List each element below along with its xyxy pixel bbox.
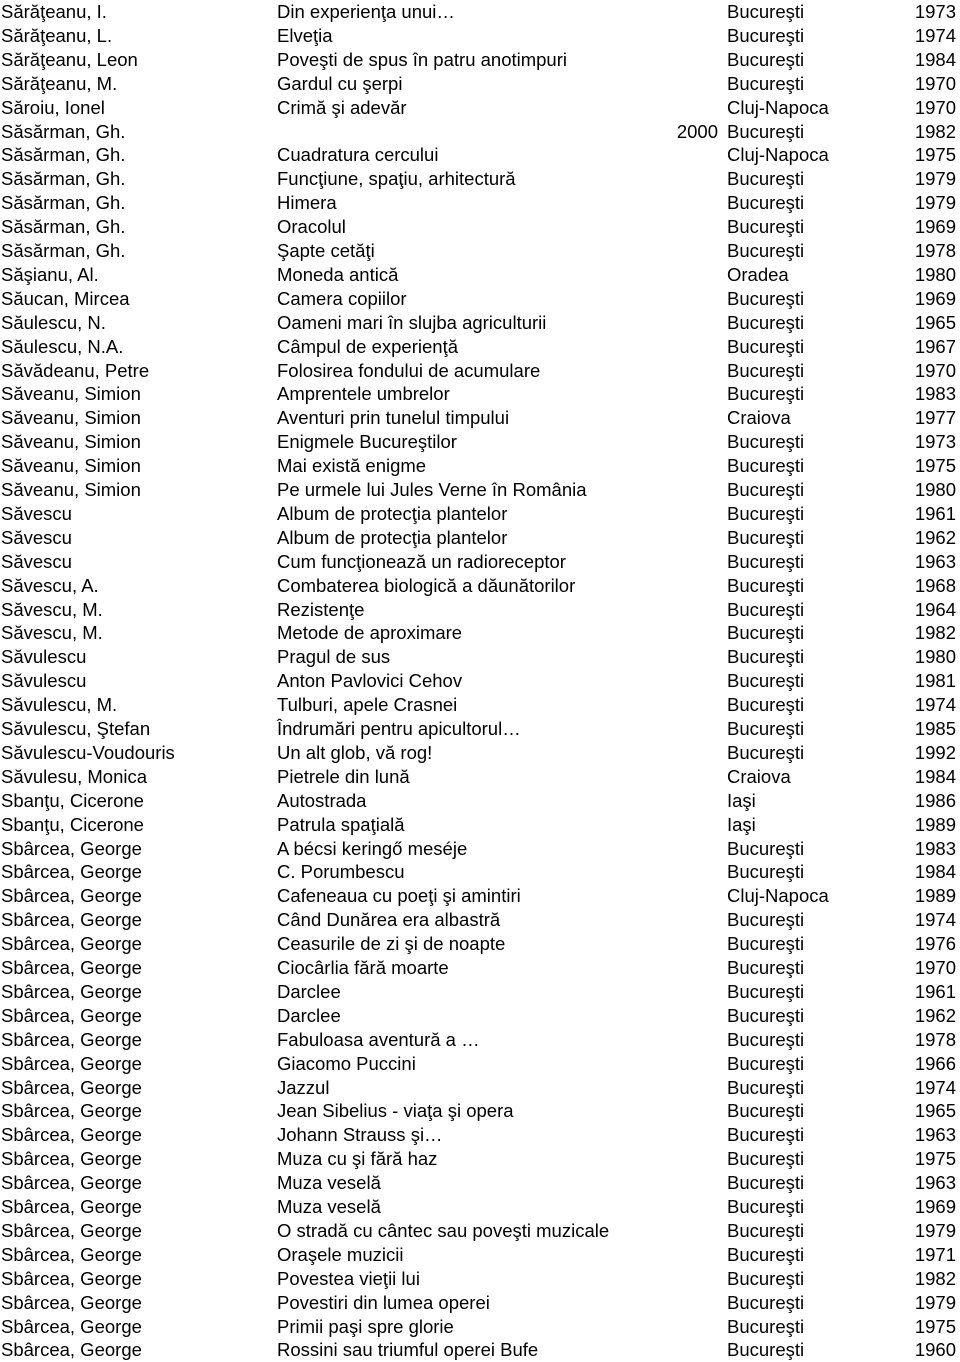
year-cell: 1963 — [914, 550, 956, 572]
table-row — [0, 837, 960, 861]
city-cell: Bucureşti — [727, 861, 805, 883]
year-cell: 1962 — [914, 526, 956, 548]
title-cell: Un alt glob, vă rog! — [277, 741, 433, 763]
city-cell: Bucureşti — [727, 957, 805, 978]
city-cell: Bucureşti — [727, 1339, 805, 1361]
title-cell: Darclee — [277, 1004, 341, 1026]
author-cell: Săvulescu, M. — [1, 694, 118, 716]
title-cell: Povestea vieţii lui — [277, 1267, 420, 1289]
city-cell: Bucureşti — [727, 1100, 805, 1122]
author-cell: Sărăţeanu, M. — [1, 72, 118, 94]
table-row — [0, 191, 960, 215]
year-cell: 1989 — [914, 885, 956, 907]
author-cell: Săşianu, Al. — [1, 263, 99, 285]
title-cell: A bécsi keringő meséje — [277, 837, 468, 859]
title-cell: Gardul cu şerpi — [277, 72, 403, 94]
title-cell: Tulburi, apele Crasnei — [277, 694, 458, 716]
title-cell: Pe urmele lui Jules Verne în România — [277, 479, 587, 500]
table-row — [0, 72, 960, 96]
title-cell: Jean Sibelius - viaţa şi opera — [277, 1100, 514, 1122]
author-cell: Sbârcea, George — [1, 1339, 142, 1361]
author-cell: Săvulescu-Voudouris — [1, 741, 175, 763]
title-cell: Patrula spaţială — [277, 813, 405, 835]
year-cell: 1983 — [914, 837, 956, 859]
title-cell: Rezistenţe — [277, 598, 365, 620]
city-cell: Bucureşti — [727, 1196, 805, 1217]
table-row — [0, 693, 960, 717]
year-cell: 1967 — [914, 335, 956, 357]
city-cell: Bucureşti — [727, 311, 805, 333]
year-cell: 1982 — [914, 1267, 956, 1289]
author-cell: Sbârcea, George — [1, 1219, 142, 1241]
city-cell: Bucureşti — [727, 1267, 805, 1289]
title-cell: Fabuloasa aventură a … — [277, 1028, 480, 1050]
city-cell: Bucureşti — [727, 192, 805, 214]
year-cell: 1962 — [914, 1004, 956, 1026]
city-cell: Bucureşti — [727, 670, 805, 692]
author-cell: Sbanţu, Cicerone — [1, 813, 144, 835]
year-cell: 1963 — [914, 1124, 956, 1146]
year-cell: 1975 — [914, 455, 956, 477]
author-cell: Săveanu, Simion — [1, 383, 141, 405]
author-cell: Săvescu, M. — [1, 598, 103, 620]
year-cell: 1965 — [914, 1100, 956, 1122]
city-cell: Bucureşti — [727, 335, 805, 357]
title-cell: Jazzul — [277, 1076, 330, 1098]
title-cell: Pietrele din lună — [277, 765, 410, 787]
author-cell: Sbârcea, George — [1, 1172, 142, 1194]
city-cell: Bucureşti — [727, 1, 805, 22]
year-cell: 1984 — [914, 48, 956, 70]
author-cell: Sbârcea, George — [1, 1028, 142, 1050]
table-row — [0, 1123, 960, 1147]
table-row — [0, 1099, 960, 1123]
table-row — [0, 1028, 960, 1052]
table-row — [0, 406, 960, 430]
title-cell: Poveşti de spus în patru anotimpuri — [277, 48, 567, 70]
year-cell: 1979 — [914, 192, 956, 214]
city-cell: Bucureşti — [727, 694, 805, 716]
table-row — [0, 980, 960, 1004]
city-cell: Bucureşti — [727, 622, 805, 644]
table-row — [0, 263, 960, 287]
author-cell: Săsărman, Gh. — [1, 216, 126, 238]
table-row — [0, 860, 960, 884]
author-cell: Sbârcea, George — [1, 861, 142, 883]
title-cell: 2000 — [676, 120, 718, 142]
title-cell: Cafeneaua cu poeţi şi amintiri — [277, 885, 521, 907]
table-row — [0, 526, 960, 550]
author-cell: Sbârcea, George — [1, 1196, 142, 1217]
title-cell: Johann Strauss şi… — [277, 1124, 443, 1146]
city-cell: Craiova — [727, 407, 791, 429]
table-row — [0, 478, 960, 502]
table-row — [0, 789, 960, 813]
title-cell: Şapte cetăţi — [277, 240, 375, 261]
year-cell: 1992 — [914, 741, 956, 763]
year-cell: 1985 — [914, 718, 956, 739]
author-cell: Sbârcea, George — [1, 1052, 142, 1074]
title-cell: Moneda antică — [277, 263, 399, 285]
year-cell: 1975 — [914, 144, 956, 166]
title-cell: Darclee — [277, 980, 341, 1002]
title-cell: Funcţiune, spaţiu, arhitectură — [277, 168, 516, 190]
year-cell: 1986 — [914, 789, 956, 811]
author-cell: Sbanţu, Cicerone — [1, 789, 144, 811]
city-cell: Bucureşti — [727, 120, 805, 142]
title-cell: Cum funcţionează un radioreceptor — [277, 550, 566, 572]
year-cell: 1980 — [914, 263, 956, 285]
city-cell: Bucureşti — [727, 216, 805, 238]
year-cell: 1969 — [914, 287, 956, 309]
author-cell: Săsărman, Gh. — [1, 240, 126, 261]
city-cell: Bucureşti — [727, 359, 805, 381]
author-cell: Sbârcea, George — [1, 1315, 142, 1337]
title-cell: O stradă cu cântec sau poveşti muzicale — [277, 1219, 610, 1241]
year-cell: 1984 — [914, 861, 956, 883]
year-cell: 1961 — [914, 980, 956, 1002]
year-cell: 1983 — [914, 383, 956, 405]
city-cell: Iaşi — [727, 813, 756, 835]
title-cell: Autostrada — [277, 789, 367, 811]
year-cell: 1978 — [914, 240, 956, 261]
table-row — [0, 598, 960, 622]
title-cell: Muza veselă — [277, 1196, 381, 1217]
title-cell: Himera — [277, 192, 337, 214]
title-cell: Primii paşi spre glorie — [277, 1315, 454, 1337]
title-cell: Combaterea biologică a dăunătorilor — [277, 574, 576, 596]
table-row — [0, 1291, 960, 1315]
year-cell: 1970 — [914, 96, 956, 118]
author-cell: Sărăţeanu, I. — [1, 1, 107, 22]
year-cell: 1971 — [914, 1243, 956, 1265]
city-cell: Bucureşti — [727, 837, 805, 859]
table-row — [0, 311, 960, 335]
table-row — [0, 335, 960, 359]
city-cell: Bucureşti — [727, 909, 805, 931]
author-cell: Săsărman, Gh. — [1, 192, 126, 214]
city-cell: Bucureşti — [727, 168, 805, 190]
year-cell: 1979 — [914, 1219, 956, 1241]
city-cell: Bucureşti — [727, 287, 805, 309]
title-cell: Crimă şi adevăr — [277, 96, 407, 118]
title-cell: Oameni mari în slujba agriculturii — [277, 311, 547, 333]
city-cell: Bucureşti — [727, 48, 805, 70]
author-cell: Săsărman, Gh. — [1, 120, 126, 142]
year-cell: 1964 — [914, 598, 956, 620]
table-row — [0, 908, 960, 932]
year-cell: 1968 — [914, 574, 956, 596]
city-cell: Bucureşti — [727, 1052, 805, 1074]
table-row — [0, 621, 960, 645]
author-cell: Săvescu — [1, 550, 72, 572]
city-cell: Bucureşti — [727, 646, 805, 668]
table-row — [0, 813, 960, 837]
table-row — [0, 1267, 960, 1291]
title-cell: Îndrumări pentru apicultorul… — [277, 718, 521, 739]
author-cell: Săvădeanu, Petre — [1, 359, 150, 381]
year-cell: 1984 — [914, 765, 956, 787]
author-cell: Sbârcea, George — [1, 1004, 142, 1026]
title-cell: Ceasurile de zi şi de noapte — [277, 933, 506, 955]
city-cell: Cluj-Napoca — [727, 96, 829, 118]
table-row — [0, 143, 960, 167]
author-cell: Săroiu, Ionel — [1, 96, 105, 118]
author-cell: Săvescu, A. — [1, 574, 99, 596]
title-cell: Mai există enigme — [277, 455, 427, 477]
year-cell: 1974 — [914, 694, 956, 716]
city-cell: Bucureşti — [727, 455, 805, 477]
city-cell: Bucureşti — [727, 1148, 805, 1170]
table-row — [0, 1243, 960, 1267]
author-cell: Sbârcea, George — [1, 933, 142, 955]
title-cell: Metode de aproximare — [277, 622, 463, 644]
table-row — [0, 215, 960, 239]
author-cell: Săulescu, N. — [1, 311, 106, 333]
title-cell: Muza cu şi fără haz — [277, 1148, 438, 1170]
title-cell: Când Dunărea era albastră — [277, 909, 501, 931]
city-cell: Bucureşti — [727, 980, 805, 1002]
title-cell: Aventuri prin tunelul timpului — [277, 407, 510, 429]
author-cell: Sbârcea, George — [1, 837, 142, 859]
table-row — [0, 1052, 960, 1076]
city-cell: Craiova — [727, 765, 791, 787]
author-cell: Sbârcea, George — [1, 1267, 142, 1289]
year-cell: 1980 — [914, 479, 956, 500]
table-row — [0, 120, 960, 144]
year-cell: 1969 — [914, 1196, 956, 1217]
table-row — [0, 1219, 960, 1243]
author-cell: Săucan, Mircea — [1, 287, 130, 309]
year-cell: 1975 — [914, 1148, 956, 1170]
table-row — [0, 1315, 960, 1339]
year-cell: 1978 — [914, 1028, 956, 1050]
city-cell: Bucureşti — [727, 741, 805, 763]
year-cell: 1977 — [914, 407, 956, 429]
city-cell: Bucureşti — [727, 431, 805, 453]
city-cell: Bucureşti — [727, 933, 805, 955]
city-cell: Bucureşti — [727, 240, 805, 261]
table-row — [0, 765, 960, 789]
title-cell: Album de protecţia plantelor — [277, 502, 508, 524]
city-cell: Bucureşti — [727, 1028, 805, 1050]
author-cell: Săveanu, Simion — [1, 479, 141, 500]
author-cell: Săvescu, M. — [1, 622, 103, 644]
title-cell: Elveţia — [277, 24, 333, 46]
table-row — [0, 1004, 960, 1028]
table-row — [0, 1171, 960, 1195]
table-row — [0, 741, 960, 765]
city-cell: Bucureşti — [727, 526, 805, 548]
title-cell: Enigmele Bucureştilor — [277, 431, 457, 453]
table-row — [0, 932, 960, 956]
city-cell: Bucureşti — [727, 1004, 805, 1026]
year-cell: 1981 — [914, 670, 956, 692]
table-row — [0, 48, 960, 72]
city-cell: Bucureşti — [727, 1076, 805, 1098]
title-cell: Oraşele muzicii — [277, 1243, 404, 1265]
author-cell: Săsărman, Gh. — [1, 144, 126, 166]
table-row — [0, 167, 960, 191]
author-cell: Săveanu, Simion — [1, 407, 141, 429]
title-cell: Cuadratura cercului — [277, 144, 439, 166]
city-cell: Iaşi — [727, 789, 756, 811]
title-cell: Album de protecţia plantelor — [277, 526, 508, 548]
city-cell: Bucureşti — [727, 1172, 805, 1194]
title-cell: Muza veselă — [277, 1172, 381, 1194]
author-cell: Sbârcea, George — [1, 1100, 142, 1122]
table-row — [0, 884, 960, 908]
author-cell: Sbârcea, George — [1, 1076, 142, 1098]
city-cell: Bucureşti — [727, 598, 805, 620]
city-cell: Cluj-Napoca — [727, 144, 829, 166]
year-cell: 1982 — [914, 622, 956, 644]
table-row — [0, 239, 960, 263]
table-row — [0, 359, 960, 383]
year-cell: 1970 — [914, 72, 956, 94]
year-cell: 1961 — [914, 502, 956, 524]
table-row — [0, 96, 960, 120]
title-cell: Ciocârlia fără moarte — [277, 957, 449, 978]
city-cell: Bucureşti — [727, 1291, 805, 1313]
city-cell: Bucureşti — [727, 479, 805, 500]
table-row — [0, 1147, 960, 1171]
author-cell: Săvescu — [1, 502, 72, 524]
year-cell: 1970 — [914, 957, 956, 978]
table-row — [0, 0, 960, 24]
table-row — [0, 956, 960, 980]
table-row — [0, 645, 960, 669]
title-cell: Giacomo Puccini — [277, 1052, 416, 1074]
title-cell: Anton Pavlovici Cehov — [277, 670, 463, 692]
city-cell: Bucureşti — [727, 1243, 805, 1265]
year-cell: 1960 — [914, 1339, 956, 1361]
city-cell: Bucureşti — [727, 502, 805, 524]
year-cell: 1979 — [914, 1291, 956, 1313]
year-cell: 1966 — [914, 1052, 956, 1074]
title-cell: Oracolul — [277, 216, 346, 238]
year-cell: 1973 — [914, 431, 956, 453]
title-cell: Povestiri din lumea operei — [277, 1291, 490, 1313]
table-row — [0, 1338, 960, 1362]
year-cell: 1970 — [914, 359, 956, 381]
year-cell: 1979 — [914, 168, 956, 190]
author-cell: Sărăţeanu, Leon — [1, 48, 138, 70]
title-cell: Câmpul de experienţă — [277, 335, 458, 357]
year-cell: 1976 — [914, 933, 956, 955]
table-row — [0, 454, 960, 478]
author-cell: Săvulescu — [1, 646, 87, 668]
table-row — [0, 669, 960, 693]
city-cell: Bucureşti — [727, 383, 805, 405]
author-cell: Sbârcea, George — [1, 980, 142, 1002]
author-cell: Săvulescu, Ştefan — [1, 718, 151, 739]
city-cell: Bucureşti — [727, 1315, 805, 1337]
author-cell: Sărăţeanu, L. — [1, 24, 113, 46]
title-cell: Din experienţa unui… — [277, 1, 455, 22]
city-cell: Bucureşti — [727, 718, 805, 739]
author-cell: Săvulesu, Monica — [1, 765, 148, 787]
table-row — [0, 502, 960, 526]
author-cell: Săveanu, Simion — [1, 431, 141, 453]
year-cell: 1973 — [914, 1, 956, 22]
author-cell: Sbârcea, George — [1, 1148, 142, 1170]
city-cell: Bucureşti — [727, 574, 805, 596]
year-cell: 1980 — [914, 646, 956, 668]
title-cell: Folosirea fondului de acumulare — [277, 359, 541, 381]
table-row — [0, 574, 960, 598]
year-cell: 1965 — [914, 311, 956, 333]
author-cell: Săveanu, Simion — [1, 455, 141, 477]
table-row — [0, 24, 960, 48]
city-cell: Oradea — [727, 263, 789, 285]
author-cell: Săulescu, N.A. — [1, 335, 124, 357]
author-cell: Sbârcea, George — [1, 1291, 142, 1313]
year-cell: 1963 — [914, 1172, 956, 1194]
year-cell: 1969 — [914, 216, 956, 238]
table-row — [0, 430, 960, 454]
table-row — [0, 1076, 960, 1100]
year-cell: 1974 — [914, 24, 956, 46]
table-row — [0, 382, 960, 406]
title-cell: Camera copiilor — [277, 287, 407, 309]
author-cell: Sbârcea, George — [1, 885, 142, 907]
title-cell: Pragul de sus — [277, 646, 391, 668]
author-cell: Sbârcea, George — [1, 1124, 142, 1146]
city-cell: Bucureşti — [727, 24, 805, 46]
year-cell: 1982 — [914, 120, 956, 142]
year-cell: 1989 — [914, 813, 956, 835]
year-cell: 1974 — [914, 1076, 956, 1098]
table-row — [0, 1195, 960, 1219]
city-cell: Bucureşti — [727, 1124, 805, 1146]
author-cell: Săvescu — [1, 526, 72, 548]
year-cell: 1974 — [914, 909, 956, 931]
title-cell: Rossini sau triumful operei Bufe — [277, 1339, 539, 1361]
city-cell: Bucureşti — [727, 72, 805, 94]
city-cell: Bucureşti — [727, 1219, 805, 1241]
author-cell: Sbârcea, George — [1, 957, 142, 978]
table-row — [0, 550, 960, 574]
table-row — [0, 717, 960, 741]
year-cell: 1975 — [914, 1315, 956, 1337]
author-cell: Săsărman, Gh. — [1, 168, 126, 190]
author-cell: Săvulescu — [1, 670, 87, 692]
table-row — [0, 287, 960, 311]
city-cell: Cluj-Napoca — [727, 885, 829, 907]
author-cell: Sbârcea, George — [1, 1243, 142, 1265]
author-cell: Sbârcea, George — [1, 909, 142, 931]
title-cell: C. Porumbescu — [277, 861, 405, 883]
city-cell: Bucureşti — [727, 550, 805, 572]
title-cell: Amprentele umbrelor — [277, 383, 450, 405]
